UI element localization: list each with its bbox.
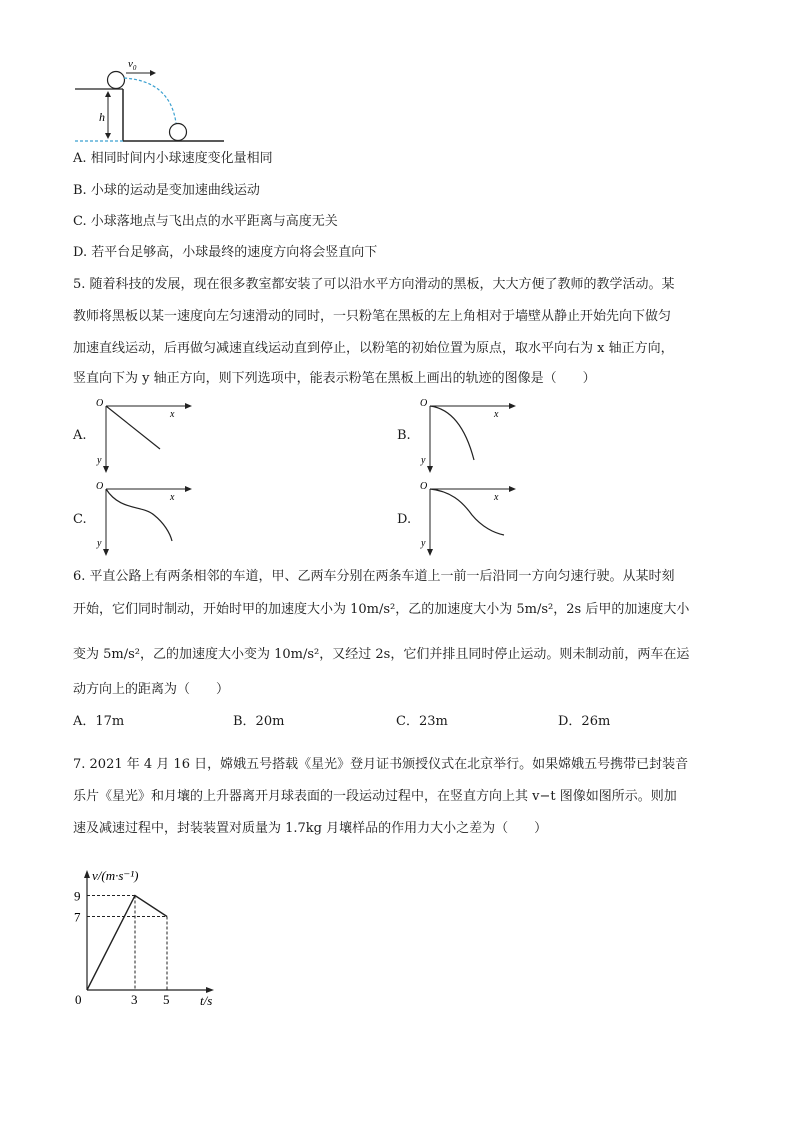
q5-stem-line-3: 加速直线运动，后再做匀减速直线运动直到停止，以粉笔的初始位置为原点，取水平向右为 x 轴正方向， [73, 341, 674, 356]
q5-option-b-label[interactable]: B. [397, 428, 411, 443]
axis-y: y [97, 455, 102, 466]
trajectory-curve [106, 406, 160, 449]
q5-option-a-graph[interactable] [92, 394, 202, 474]
y-axis-label: v/(m·s⁻¹) [92, 868, 139, 883]
q5-option-d-graph[interactable] [416, 477, 526, 557]
q4-option-d[interactable]: D. 若平台足够高，小球最终的速度方向将会竖直向下 [73, 245, 378, 260]
q6-stem-line-1: 6. 平直公路上有两条相邻的车道，甲、乙两车分别在两条车道上一前一后沿同一方向匀速行驶。从某时刻 [73, 569, 675, 584]
axis-origin: O [420, 481, 428, 492]
x-tick-0: 0 [75, 992, 82, 1007]
axis-origin: O [96, 398, 104, 409]
ball-top [108, 72, 125, 89]
q4-option-b[interactable]: B. 小球的运动是变加速曲线运动 [73, 183, 260, 198]
q6-option-a[interactable]: A．17m [73, 714, 125, 729]
q6-option-c[interactable]: C．23m [396, 714, 448, 729]
axis-y: y [421, 455, 426, 466]
q5-option-c-label[interactable]: C. [73, 512, 87, 527]
q5-stem-line-4: 竖直向下为 y 轴正方向，则下列选项中，能表示粉笔在黑板上画出的轨迹的图像是（ ） [73, 371, 596, 386]
x-tick-5: 5 [163, 992, 170, 1007]
ball-landed [170, 124, 187, 141]
trajectory-curve [430, 406, 474, 460]
trajectory-dashed [124, 78, 176, 123]
q5-stem-line-2: 教师将黑板以某一速度向左匀速滑动的同时，一只粉笔在黑板的左上角相对于墙壁从静止开始先向下做匀 [73, 309, 672, 324]
y-tick-7: 7 [74, 909, 81, 925]
q6-option-d[interactable]: D．26m [558, 714, 611, 729]
axis-x: x [170, 409, 175, 420]
trajectory-curve [106, 489, 172, 541]
q5-option-c-graph[interactable] [92, 477, 202, 557]
trajectory-curve [430, 489, 504, 535]
q7-stem-line-2: 乐片《星光》和月壤的上升器离开月球表面的一段运动过程中，在竖直方向上其 v−t 图像如图所示。则加 [73, 789, 677, 804]
v0-label: $v_0$ [128, 58, 137, 72]
vt-chart [70, 862, 230, 1007]
axis-y: y [97, 538, 102, 549]
axis-origin: O [420, 398, 428, 409]
series-line-v [87, 896, 167, 991]
q6-option-b[interactable]: B．20m [233, 714, 285, 729]
q4-option-a[interactable]: A. 相同时间内小球速度变化量相同 [73, 151, 273, 166]
q5-option-d-label[interactable]: D. [397, 512, 412, 527]
axis-y: y [421, 538, 426, 549]
y-tick-9: 9 [74, 888, 81, 904]
axis-origin: O [96, 481, 104, 492]
axis-x: x [170, 492, 175, 503]
q5-option-a-label[interactable]: A. [73, 428, 87, 443]
axis-x: x [494, 492, 499, 503]
q6-stem-line-4: 动方向上的距离为（ ） [73, 682, 230, 697]
q7-stem-line-1: 7. 2021 年 4 月 16 日，嫦娥五号搭载《星光》登月证书颁授仪式在北京举行。如果嫦娥五号携带已封装音 [73, 757, 689, 772]
q7-stem-line-3: 速及减速过程中，封装装置对质量为 1.7kg 月壤样品的作用力大小之差为（ ） [73, 821, 548, 836]
q5-option-b-graph[interactable] [416, 394, 526, 474]
x-tick-3: 3 [131, 992, 138, 1007]
q5-stem-line-1: 5. 随着科技的发展，现在很多教室都安装了可以沿水平方向滑动的黑板，大大方便了教师的教学活动。某 [73, 277, 675, 292]
projectile-figure [70, 55, 240, 150]
q6-stem-line-3: 变为 5m/s²，乙的加速度大小变为 10m/s²，又经过 2s，它们并排且同时停止运动。则未制动前，两车在运 [73, 647, 690, 662]
q6-stem-line-2: 开始，它们同时制动，开始时甲的加速度大小为 10m/s²，乙的加速度大小为 5m/s²，2s 后甲的加速度大小 [73, 602, 690, 617]
y-axis-arrow [84, 870, 90, 878]
axis-x: x [494, 409, 499, 420]
q4-option-c[interactable]: C. 小球落地点与飞出点的水平距离与高度无关 [73, 214, 338, 229]
x-axis-label: t/s [200, 993, 213, 1007]
h-label: h [99, 110, 105, 124]
